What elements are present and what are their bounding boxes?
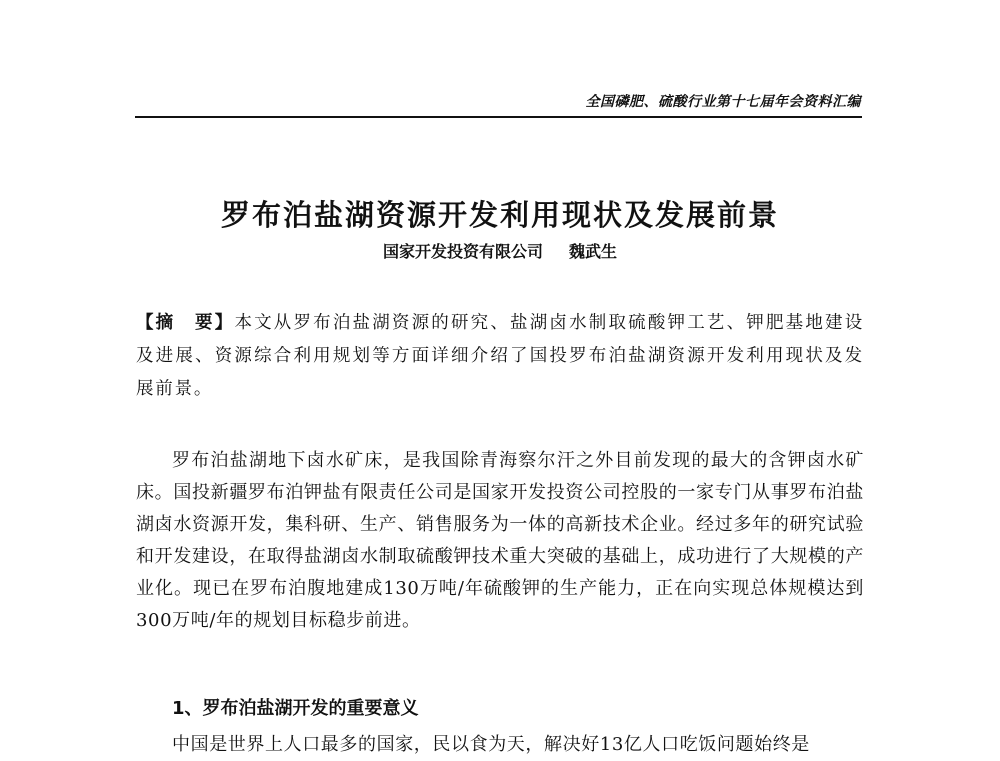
- abstract: [136, 307, 864, 406]
- intro-paragraph: 罗布泊盐湖地下卤水矿床，是我国除青海察尔汗之外目前发现的最大的含钾卤水矿床。国投新疆罗布泊钾盐有限责任公司是国家开发投资公司控股的一家专门从事罗布泊盐湖卤水资源开发，集科研、生产、销售服务为一体的高新技术企业。经过多年的研究试验和开发建设，在取得盐湖卤水制取硫酸钾技术重大突破的基础上，成功进行了大规模的产业化。现已在罗布泊腹地建成130万吨/年硫酸钾的生产能力，正在向实现总体规模达到300万吨/年的规划目标稳步前进。: [136, 450, 864, 631]
- header-rule: [135, 116, 862, 118]
- section-heading: 1、罗布泊盐湖开发的重要意义: [172, 698, 419, 719]
- abstract-text: 本文从罗布泊盐湖资源的研究、盐湖卤水制取硫酸钾工艺、钾肥基地建设及进展、资源综合利用规划等方面详细介绍了国投罗布泊盐湖资源开发利用现状及发展前景。: [136, 313, 864, 399]
- section-paragraph: 中国是世界上人口最多的国家，民以食为天，解决好13亿人口吃饭问题始终是: [172, 734, 810, 755]
- author-name: 魏武生: [569, 242, 618, 261]
- author-organization: 国家开发投资有限公司: [382, 242, 543, 261]
- article-title: 罗布泊盐湖资源开发利用现状及发展前景: [220, 198, 779, 232]
- running-header: 全国磷肥、硫酸行业第十七届年会资料汇编: [585, 94, 861, 110]
- byline: [0, 239, 1000, 262]
- abstract-label: 【摘 要】: [136, 313, 235, 333]
